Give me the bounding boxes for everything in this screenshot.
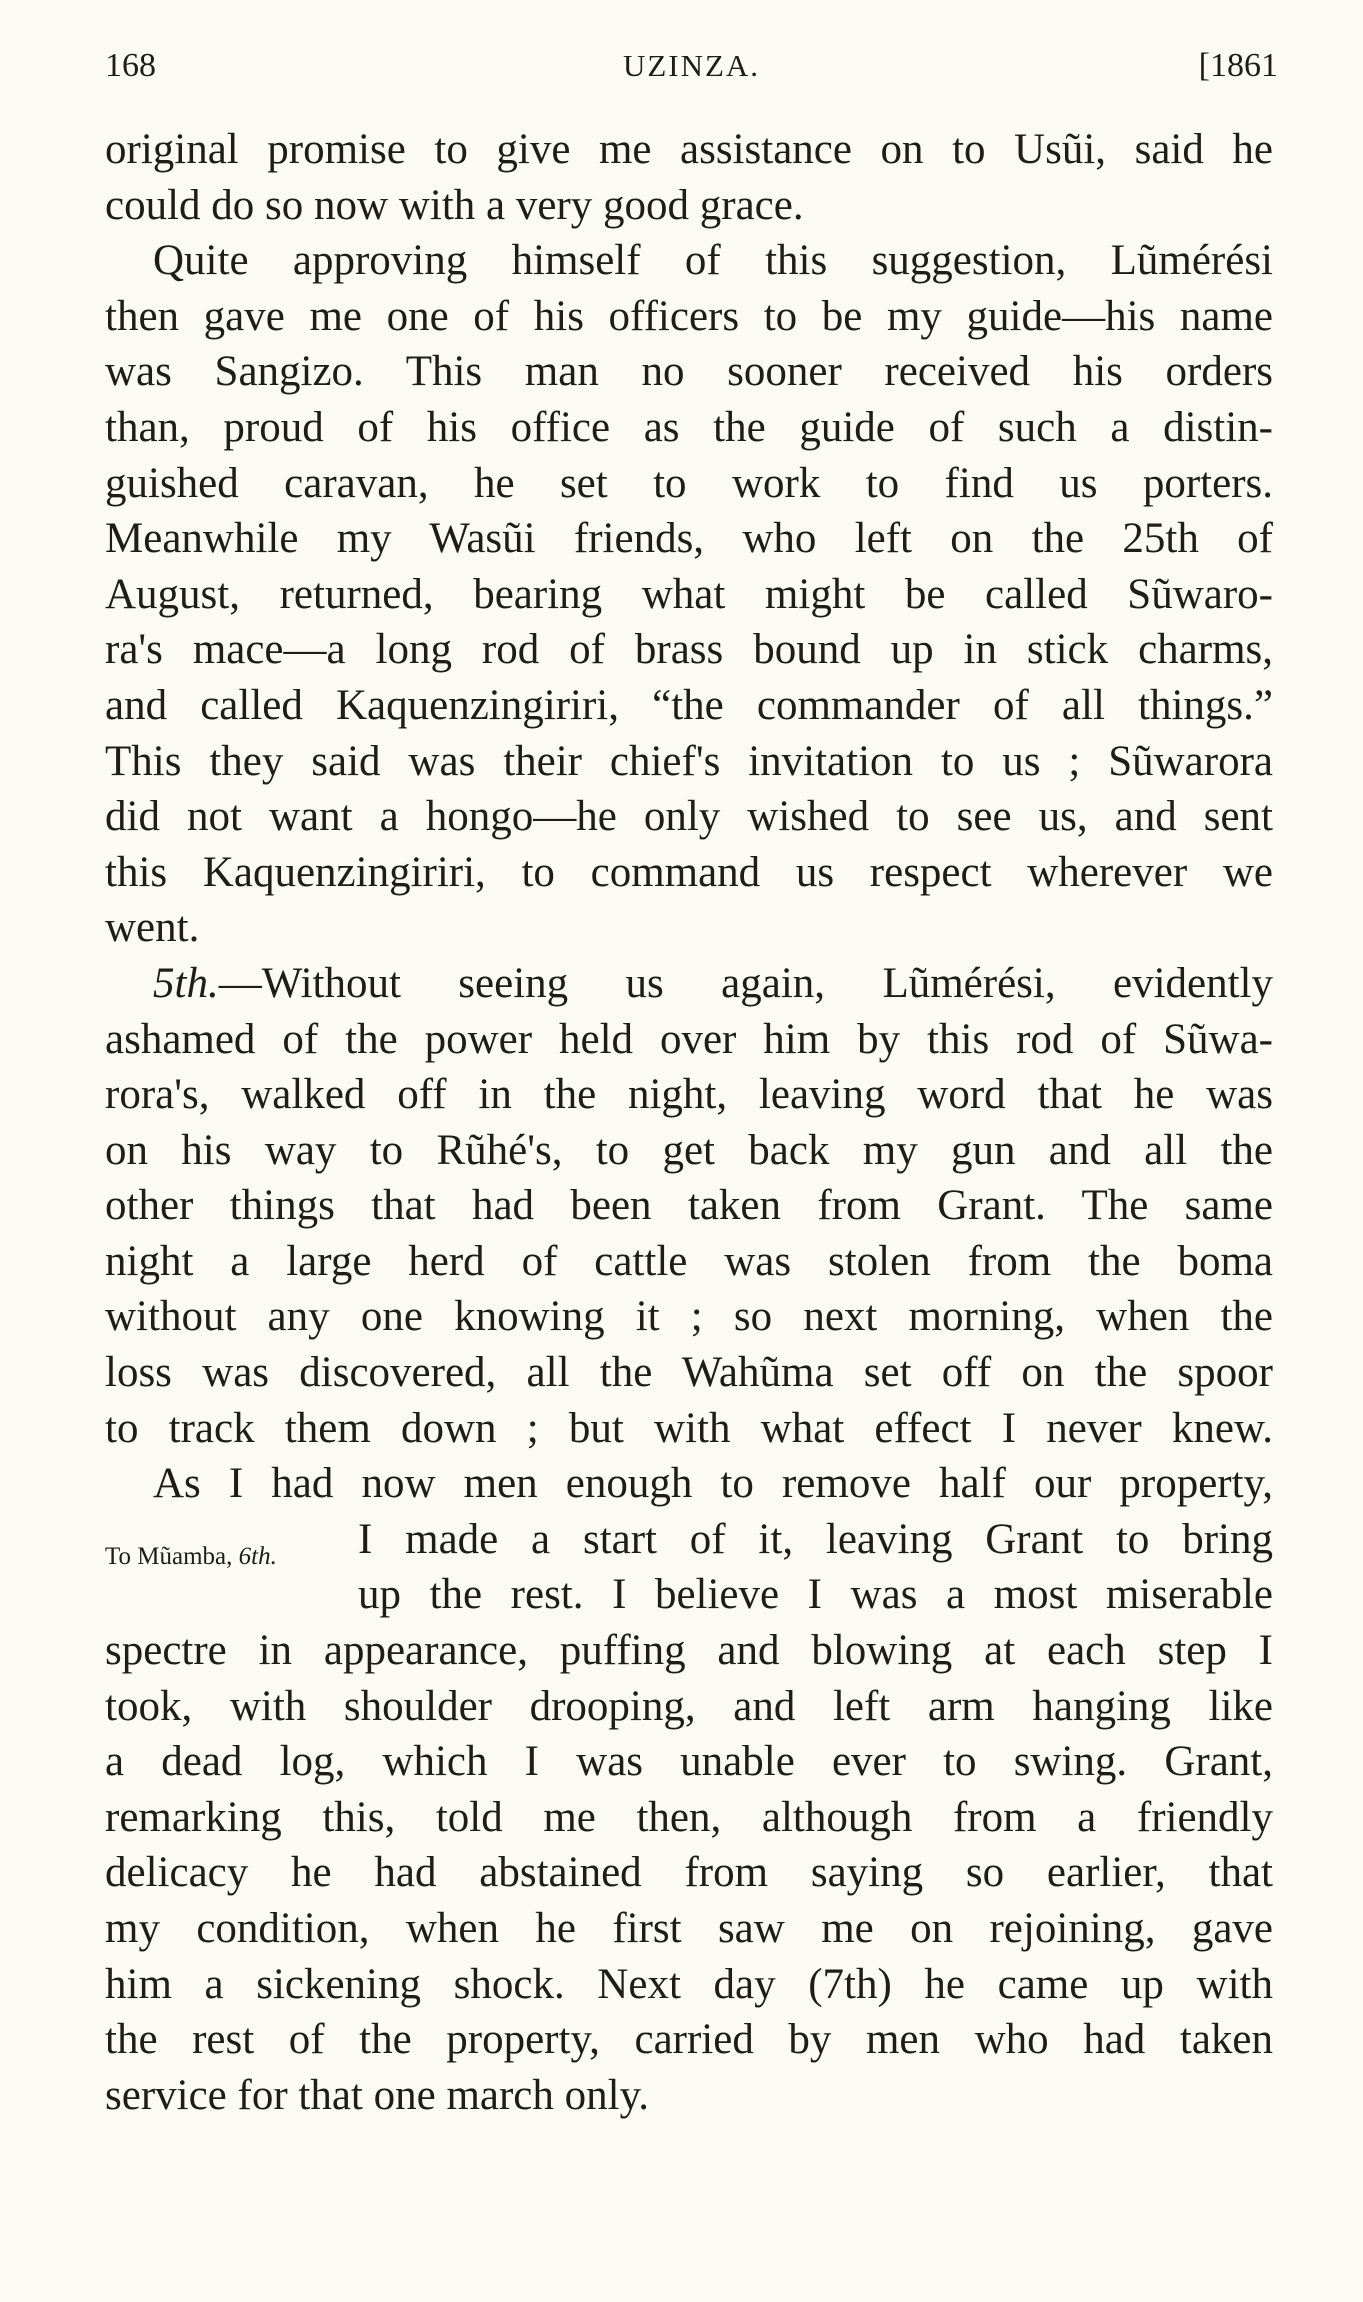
marginal-note (105, 1542, 277, 1572)
text-line: this Kaquenzingiriri, to command us respect wherever we (105, 848, 1273, 896)
text-line: ashamed of the power held over him by this rod of Sũwa- (105, 1015, 1273, 1063)
text-line (105, 1512, 1273, 1570)
text-line: than, proud of his office as the guide of such a distin- (105, 403, 1273, 451)
running-year: [1861 (1198, 47, 1278, 84)
text-line: As I had now men enough to remove half our property, (153, 1460, 1273, 1508)
text-line: to track them down ; but with what effect I never knew. (105, 1404, 1273, 1452)
marginal-note-date: 6th. (238, 1542, 277, 1570)
text-line: without any one knowing it ; so next morning, when the (105, 1293, 1273, 1341)
text-line: up the rest. I believe I was a most miserable (358, 1571, 1273, 1619)
text-line: and called Kaquenzingiriri, “the commander of all things.” (105, 681, 1273, 729)
text-line: did not want a hongo—he only wished to see us, and sent (105, 793, 1273, 841)
text-line: my condition, when he first saw me on rejoining, gave (105, 1905, 1273, 1952)
text-line: service for that one march only. (105, 2071, 650, 2119)
marginal-note-place: To Mũamba, (105, 1542, 233, 1570)
text-line: on his way to Rũhé's, to get back my gun and all the (105, 1126, 1273, 1174)
text-line: remarking this, told me then, although from a friendly (105, 1793, 1273, 1841)
text-span: I made a start of it, leaving Grant to bring (358, 1515, 1273, 1563)
text-line: spectre in appearance, puffing and blowing at each step I (105, 1627, 1273, 1675)
text-line: other things that had been taken from Grant. The same (105, 1182, 1273, 1230)
text-line: August, returned, bearing what might be called Sũwaro- (105, 570, 1273, 618)
text-line: ra's mace—a long rod of brass bound up in stick charms, (105, 626, 1273, 674)
text-line: then gave me one of his officers to be my guide—his name (105, 292, 1273, 340)
text-line: night a large herd of cattle was stolen from the boma (105, 1237, 1273, 1285)
text-line: a dead log, which I was unable ever to swing. Grant, (105, 1738, 1273, 1786)
text-line (105, 956, 1273, 1012)
entry-date: 5th. (153, 959, 219, 1007)
text-line: could do so now with a very good grace. (105, 181, 804, 229)
body-text (105, 122, 1273, 2123)
text-line: Quite approving himself of this suggestion, Lũmérési (153, 237, 1273, 285)
text-line: him a sickening shock. Next day (7th) he came up with (105, 1960, 1273, 2008)
text-line: rora's, walked off in the night, leaving word that he was (105, 1071, 1273, 1119)
text-line: took, with shoulder drooping, and left arm hanging like (105, 1682, 1273, 1730)
text-line: This they said was their chief's invitation to us ; Sũwarora (105, 737, 1273, 785)
text-line: went. (105, 904, 200, 952)
page-number: 168 (105, 47, 156, 84)
text-line: delicacy he had abstained from saying so earlier, that (105, 1849, 1273, 1897)
text-span: —Without seeing us again, Lũmérési, evidently (218, 959, 1273, 1007)
running-title: UZINZA. (622, 48, 761, 83)
text-line: loss was discovered, all the Wahũma set off on the spoor (105, 1349, 1273, 1397)
text-line: was Sangizo. This man no sooner received his orders (105, 348, 1273, 396)
text-line: original promise to give me assistance on to Usũi, said he (105, 126, 1273, 173)
text-line: Meanwhile my Wasũi friends, who left on the 25th of (105, 515, 1273, 563)
running-head (105, 42, 1278, 90)
text-line: the rest of the property, carried by men who had taken (105, 2016, 1273, 2064)
text-line: guished caravan, he set to work to find us porters. (105, 459, 1273, 507)
